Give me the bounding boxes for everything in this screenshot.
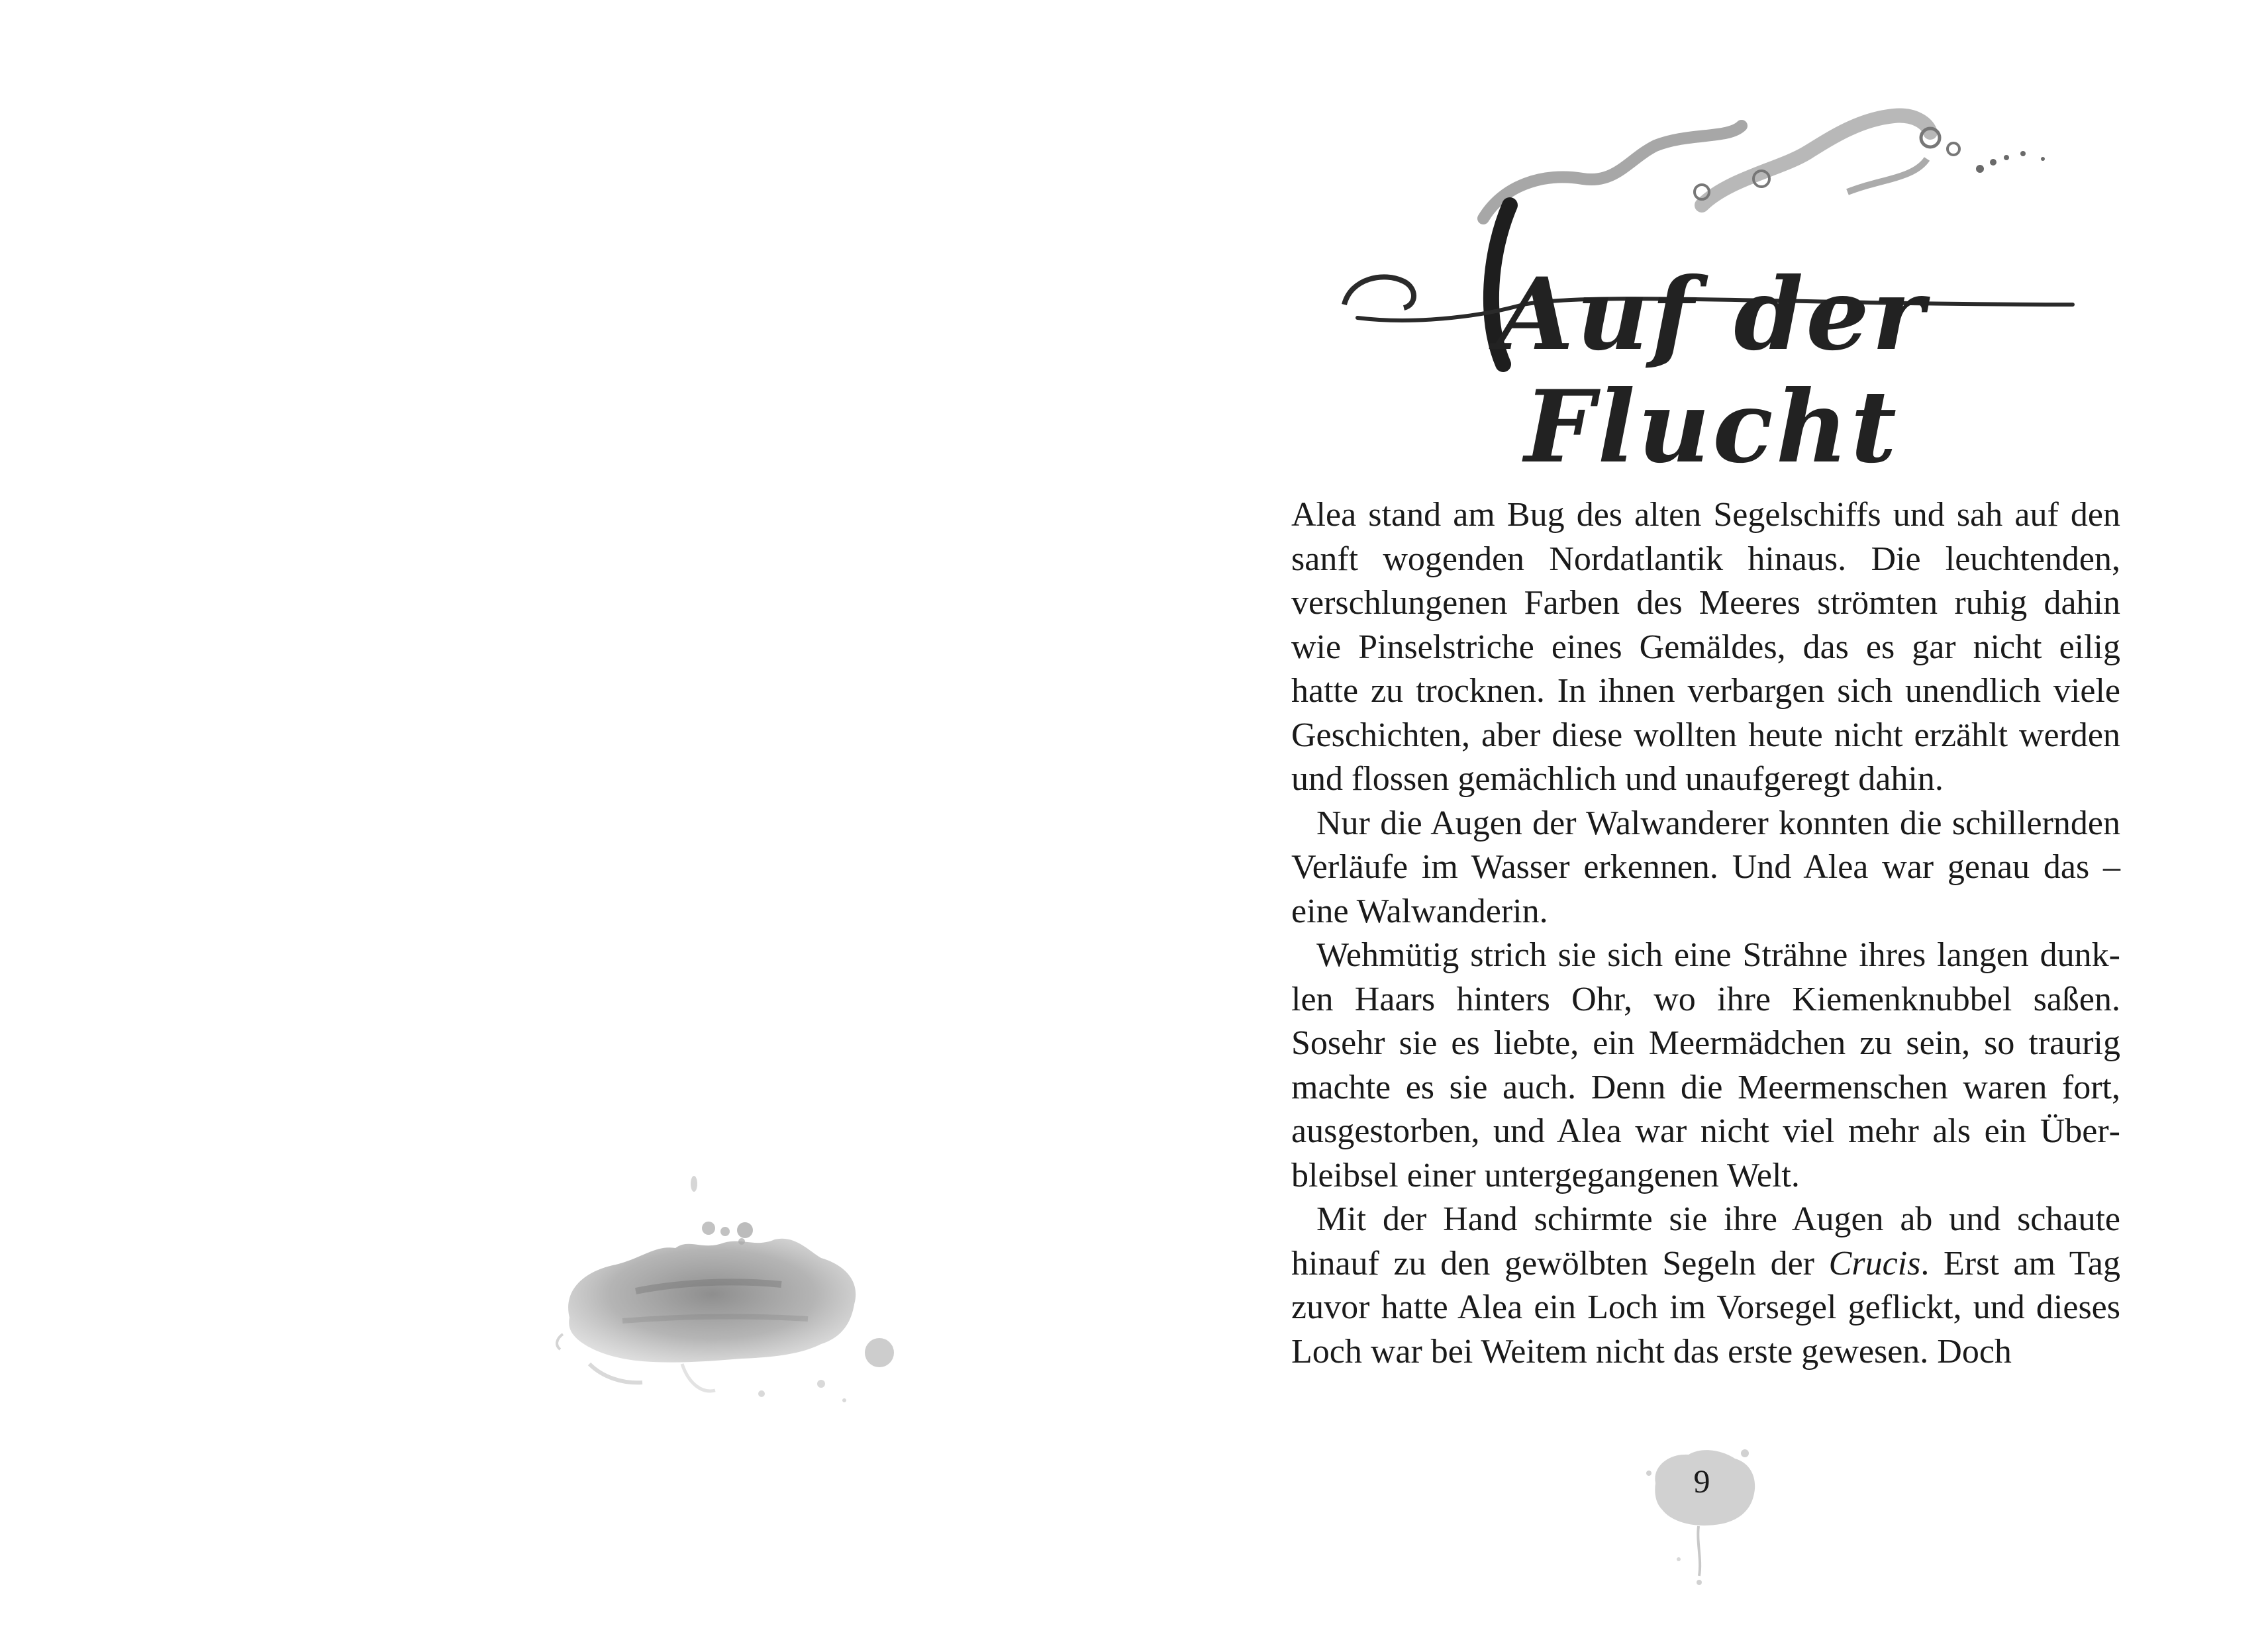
paragraph: Nur die Augen der Walwanderer konnten die schillernden Verläufe im Wasser erkennen. Und Alea war genau das – eine Walwanderin.	[1291, 804, 2120, 930]
paragraph-text: . Erst am Tag zuvor hatte Alea ein Loch im Vorsegel geflickt, und dieses Loch war bei Weitem nicht das erste gewesen. Doch	[1291, 1244, 2120, 1371]
paragraph: Alea stand am Bug des alten Segelschiffs und sah auf den sanft wogenden Nordatlantik hinaus. Die leuchtenden, verschlungenen Farben des Meeres strömten ruhig dahin wie Pinselstriche eines Gemäldes, das es gar nicht eilig hatte zu trocknen. In ihnen verbargen sich unendlich viele Geschichten, aber diese wollten heute nicht erzählt werden und flossen gemächlich und unaufgeregt dahin.	[1291, 496, 2120, 798]
ink-splash-illustration	[543, 1165, 914, 1457]
body-text	[1291, 493, 2120, 1374]
paragraph-text: Mit der Hand schirmte sie ihre Augen ab und schaute hinauf zu den gewölbten Segeln der	[1291, 1200, 2120, 1282]
paragraph	[1291, 1198, 2120, 1374]
page-number: 9	[1693, 1463, 1710, 1500]
chapter-title: Auf der Flucht	[1497, 256, 1927, 485]
chapter-heading	[1331, 106, 2093, 485]
page-number-block	[1636, 1433, 1768, 1592]
paragraph: Wehmütig strich sie sich eine Strähne ihres langen dunklen Haars hinters Ohr, wo ihre Kiemenknubbel saßen. Sosehr sie es liebte, ein Meermädchen zu sein, so traurig machte es sie auch. Denn die Meermenschen waren fort, ausgestorben, und Alea war nicht viel mehr als ein Überbleibsel einer untergegangenen Welt.	[1291, 936, 2120, 1194]
ship-name: Crucis	[1828, 1244, 1921, 1282]
ink-splash-icon	[1636, 1433, 1768, 1592]
